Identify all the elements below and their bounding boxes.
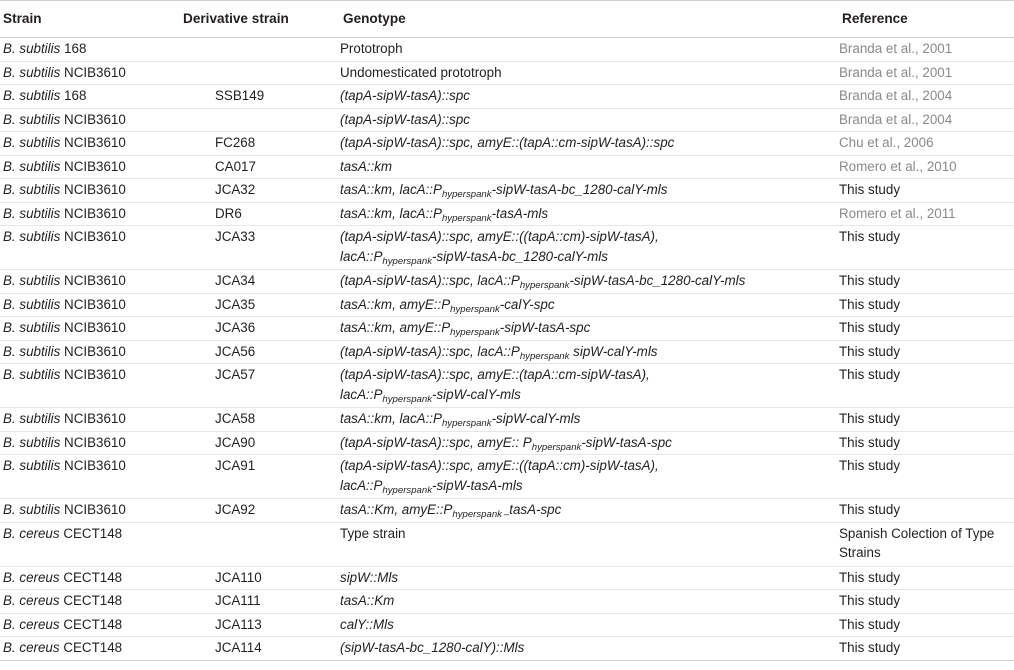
table-row [0, 61, 1014, 85]
genotype-text: tasA::km, amyE::P [340, 296, 451, 312]
strain-id: NCIB3610 [64, 273, 126, 288]
strain-cell [0, 499, 183, 523]
table-row [0, 499, 1014, 523]
genotype-text: -sipW-tasA-bc_1280-calY-mls [569, 273, 746, 288]
species-name: B. subtilis [3, 320, 61, 335]
table-row [0, 566, 1014, 590]
header-genotype: Genotype [343, 11, 406, 27]
genotype-cell [340, 499, 839, 523]
genotype-cell: tasA::km [340, 158, 393, 174]
genotype-text: (tapA-sipW-tasA)::spc, amyE:: P [340, 434, 532, 450]
genotype-text: -sipW-tasA-mls [432, 477, 523, 493]
derivative-cell [183, 522, 340, 566]
genotype-cell [340, 455, 839, 499]
reference-cell: This study [839, 569, 901, 585]
derivative-cell: JCA35 [215, 296, 256, 312]
species-name: B. subtilis [3, 343, 61, 359]
species-name: B. subtilis [3, 296, 61, 312]
genotype-text: tasA::Km, amyE::P [340, 502, 453, 517]
genotype-cell: tasA::Km [340, 593, 395, 608]
genotype-cell: Undomesticated prototroph [340, 64, 502, 80]
strain-id: 168 [64, 41, 87, 56]
table-row [0, 364, 1014, 408]
derivative-cell: JCA110 [215, 569, 262, 585]
table-row [0, 408, 1014, 432]
strain-cell [0, 637, 183, 661]
genotype-cell [340, 270, 839, 294]
table-row [0, 202, 1014, 226]
species-name: B. subtilis [3, 41, 61, 56]
table-row [0, 590, 1014, 614]
derivative-cell: CA017 [215, 158, 256, 174]
genotype-text: (tapA-sipW-tasA)::spc, amyE::((tapA::cm)-sipW-tasA), [340, 229, 659, 244]
table-row [0, 293, 1014, 317]
genotype-cell [340, 293, 839, 317]
genotype-cell [340, 317, 839, 341]
reference-cell: This study [839, 182, 901, 197]
species-name: B. subtilis [3, 135, 61, 150]
genotype-cell: (sipW-tasA-bc_1280-calY)::Mls [340, 640, 525, 655]
genotype-text: -tasA-mls [491, 205, 549, 221]
strain-cell [0, 108, 183, 132]
genotype-cell [340, 364, 839, 408]
promoter-subscript: hyperspank [450, 327, 500, 338]
genotype-text: -sipW-tasA-bc_1280-calY-mls [491, 182, 668, 197]
table-row [0, 155, 1014, 179]
promoter-subscript: hyperspank [441, 418, 492, 429]
table-row [0, 270, 1014, 294]
species-name: B. subtilis [3, 205, 61, 221]
strain-cell [0, 340, 183, 364]
promoter-subscript: hyperspank – [452, 509, 510, 520]
derivative-cell: SSB149 [215, 88, 265, 103]
genotype-text: sipW-calY-mls [569, 343, 658, 359]
genotype-cell: (tapA-sipW-tasA)::spc [340, 88, 470, 103]
strain-id: NCIB3610 [64, 296, 126, 312]
derivative-cell: JCA113 [215, 616, 262, 632]
strain-id: CECT148 [63, 616, 123, 632]
derivative-cell [183, 108, 340, 132]
derivative-cell: JCA32 [215, 182, 256, 197]
promoter-subscript: hyperspank [519, 280, 570, 291]
species-name: B. cereus [3, 593, 60, 608]
reference-cell: This study [839, 593, 901, 608]
reference-cell: This study [839, 434, 901, 450]
strain-cell [0, 202, 183, 226]
genotype-cell [340, 340, 839, 364]
species-name: B. subtilis [3, 434, 61, 450]
derivative-cell: JCA33 [215, 229, 256, 244]
promoter-subscript: hyperspank [382, 255, 433, 267]
derivative-cell: FC268 [215, 135, 256, 150]
strain-cell [0, 408, 183, 432]
genotype-text: tasA::km, lacA::P [340, 411, 442, 426]
species-name: B. subtilis [3, 367, 61, 382]
species-name: B. subtilis [3, 111, 61, 127]
species-name: B. cereus [3, 569, 60, 585]
table-row [0, 132, 1014, 156]
strain-cell [0, 566, 183, 590]
derivative-cell: JCA111 [215, 593, 261, 608]
derivative-cell: JCA114 [215, 640, 262, 655]
genotype-text: tasA::km, lacA::P [340, 182, 442, 197]
strain-cell [0, 85, 183, 109]
species-name: B. subtilis [3, 458, 61, 473]
genotype-cell: sipW::Mls [340, 569, 399, 585]
header-row [0, 1, 1014, 38]
strain-id: NCIB3610 [64, 229, 126, 244]
derivative-cell: DR6 [215, 205, 242, 221]
promoter-subscript: hyperspank [531, 441, 582, 453]
genotype-cell [340, 226, 839, 270]
derivative-cell [183, 61, 340, 85]
species-name: B. subtilis [3, 502, 61, 517]
table-row [0, 455, 1014, 499]
species-name: B. subtilis [3, 64, 61, 80]
strain-cell [0, 455, 183, 499]
genotype-text: lacA::P [340, 477, 383, 493]
genotype-cell: Prototroph [340, 41, 403, 56]
strain-cell [0, 317, 183, 341]
reference-cell: Spanish Colection of Type Strains [839, 525, 995, 560]
promoter-subscript: hyperspank [382, 484, 433, 496]
strain-cell [0, 613, 183, 637]
strain-id: NCIB3610 [64, 64, 126, 80]
strain-cell [0, 293, 183, 317]
genotype-text: (tapA-sipW-tasA)::spc, lacA::P [340, 273, 520, 288]
genotype-cell [340, 431, 839, 455]
genotype-text: -sipW-tasA-bc_1280-calY-mls [432, 248, 608, 264]
table-header [0, 1, 1014, 38]
reference-cell: This study [839, 502, 901, 517]
strain-cell [0, 522, 183, 566]
reference-cell: This study [839, 320, 901, 335]
genotype-text: -sipW-tasA-spc [499, 320, 591, 335]
genotype-text: -sipW-calY-mls [491, 411, 581, 426]
genotype-text: (tapA-sipW-tasA)::spc, amyE::(tapA::cm-sipW-tasA), [340, 367, 650, 382]
genotype-text: lacA::P [340, 386, 383, 402]
derivative-cell: JCA90 [215, 434, 256, 450]
genotype-cell: (tapA-sipW-tasA)::spc [340, 111, 470, 127]
species-name: B. subtilis [3, 158, 61, 174]
genotype-text: lacA::P [340, 248, 383, 264]
strain-id: NCIB3610 [64, 411, 126, 426]
table-row [0, 522, 1014, 566]
strain-cell [0, 61, 183, 85]
table-row [0, 340, 1014, 364]
table-body [0, 38, 1014, 661]
reference-cell: Branda et al., 2001 [839, 64, 953, 80]
strain-id: CECT148 [63, 525, 123, 541]
reference-cell: This study [839, 343, 901, 359]
species-name: B. subtilis [3, 182, 61, 197]
strain-id: NCIB3610 [64, 343, 126, 359]
species-name: B. subtilis [3, 411, 61, 426]
genotype-text: -sipW-tasA-spc [581, 434, 672, 450]
strain-id: NCIB3610 [64, 458, 126, 473]
reference-cell: Branda et al., 2004 [839, 88, 953, 103]
genotype-cell: Type strain [340, 525, 406, 541]
strain-cell [0, 270, 183, 294]
reference-cell: This study [839, 411, 901, 426]
strain-cell [0, 226, 183, 270]
strain-id: 168 [64, 88, 87, 103]
species-name: B. subtilis [3, 88, 61, 103]
strain-id: CECT148 [63, 640, 123, 655]
header-strain: Strain [3, 11, 42, 27]
strain-id: NCIB3610 [64, 367, 126, 382]
reference-cell: Chu et al., 2006 [839, 135, 934, 150]
reference-cell: This study [839, 296, 901, 312]
reference-cell: This study [839, 229, 901, 244]
table-row [0, 637, 1014, 661]
strain-cell [0, 155, 183, 179]
genotype-text: (tapA-sipW-tasA)::spc, amyE::((tapA::cm)-sipW-tasA), [340, 458, 659, 473]
genotype-text: tasA-spc [509, 502, 562, 517]
reference-cell: This study [839, 458, 901, 473]
genotype-cell [340, 202, 839, 226]
header-derivative-strain: Derivative strain [183, 11, 289, 27]
genotype-cell: (tapA-sipW-tasA)::spc, amyE::(tapA::cm-sipW-tasA)::spc [340, 135, 675, 150]
strain-cell [0, 590, 183, 614]
derivative-cell: JCA91 [215, 458, 256, 473]
strain-cell [0, 179, 183, 203]
strain-id: NCIB3610 [64, 205, 126, 221]
genotype-cell [340, 408, 839, 432]
reference-cell: Branda et al., 2001 [839, 41, 953, 56]
genotype-text: (tapA-sipW-tasA)::spc, lacA::P [340, 343, 520, 359]
promoter-subscript: hyperspank [450, 303, 500, 315]
reference-cell: Romero et al., 2011 [839, 205, 956, 221]
reference-cell: This study [839, 616, 901, 632]
species-name: B. cereus [3, 525, 60, 541]
reference-cell: Romero et al., 2010 [839, 158, 957, 174]
header-reference: Reference [842, 11, 908, 27]
derivative-cell: JCA58 [215, 411, 256, 426]
reference-cell: This study [839, 273, 901, 288]
table-row [0, 613, 1014, 637]
reference-cell: Branda et al., 2004 [839, 111, 953, 127]
strain-id: CECT148 [63, 593, 123, 608]
strain-id: NCIB3610 [64, 320, 126, 335]
strain-id: CECT148 [63, 569, 123, 585]
promoter-subscript: hyperspank [441, 189, 492, 200]
table-row [0, 85, 1014, 109]
genotype-cell: calY::Mls [340, 616, 394, 632]
strain-cell [0, 38, 183, 62]
strain-cell [0, 364, 183, 408]
genotype-text: -calY-spc [499, 296, 555, 312]
genotype-text: -sipW-calY-mls [432, 386, 521, 402]
strain-id: NCIB3610 [64, 502, 126, 517]
strain-id: NCIB3610 [64, 135, 126, 150]
derivative-cell: JCA36 [215, 320, 256, 335]
derivative-cell: JCA34 [215, 273, 256, 288]
species-name: B. cereus [3, 640, 60, 655]
derivative-cell [183, 38, 340, 62]
strain-id: NCIB3610 [64, 182, 126, 197]
strain-id: NCIB3610 [64, 158, 126, 174]
strain-id: NCIB3610 [64, 434, 126, 450]
table-row [0, 226, 1014, 270]
table-row [0, 38, 1014, 62]
table-row [0, 179, 1014, 203]
species-name: B. subtilis [3, 273, 61, 288]
table-row [0, 108, 1014, 132]
reference-cell: This study [839, 640, 901, 655]
genotype-text: tasA::km, lacA::P [340, 205, 442, 221]
species-name: B. subtilis [3, 229, 61, 244]
genotype-text: tasA::km, amyE::P [340, 320, 451, 335]
promoter-subscript: hyperspank [519, 350, 570, 362]
promoter-subscript: hyperspank [441, 212, 492, 224]
derivative-cell: JCA57 [215, 367, 256, 382]
genotype-cell [340, 179, 839, 203]
table-row [0, 317, 1014, 341]
derivative-cell: JCA92 [215, 502, 256, 517]
strain-id: NCIB3610 [64, 111, 126, 127]
promoter-subscript: hyperspank [382, 393, 433, 405]
species-name: B. cereus [3, 616, 60, 632]
strain-cell [0, 132, 183, 156]
table-row [0, 431, 1014, 455]
derivative-cell: JCA56 [215, 343, 256, 359]
strain-cell [0, 431, 183, 455]
reference-cell: This study [839, 367, 901, 382]
